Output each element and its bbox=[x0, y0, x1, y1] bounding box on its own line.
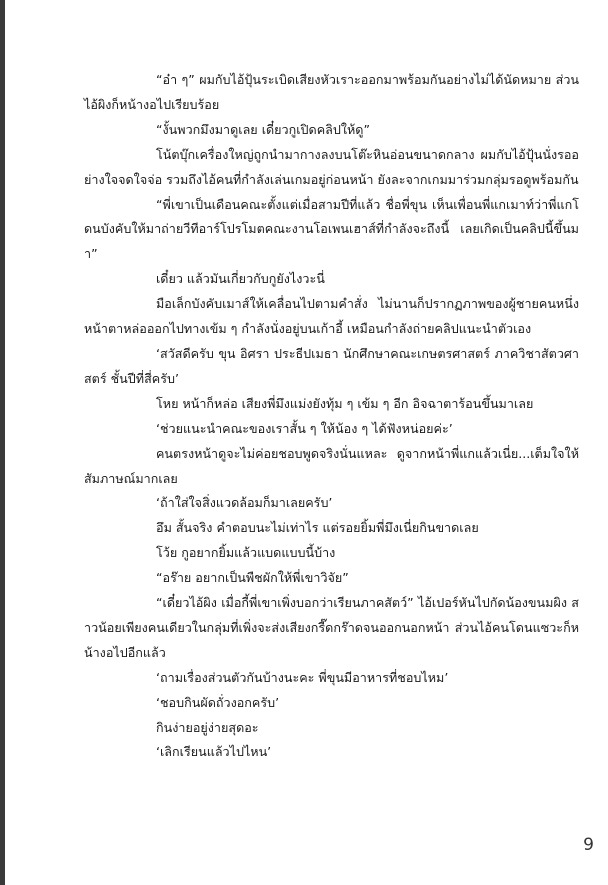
paragraph-3: โน้ตบุ๊กเครื่องใหญ่ถูกนำมากางลงบนโต๊ะหินอ่อนขนาดกลาง ผมกับไอ้ปุ้นนั่งรออย่างใจจดใจจ่อ รวมถึงไอ้คนที่กำลังเล่นเกมอยู่ก่อนหน้า ยังละจากเกมมาร่วมกลุ่มรอดูพร้อมกัน bbox=[84, 146, 579, 187]
paragraph-5: เดี๋ยว แล้วมันเกี่ยวกับกูยังไงวะนี่ bbox=[156, 271, 325, 287]
paragraph-1: “อ๋า ๆ” ผมกับไอ้ปุ้นระเบิดเสียงหัวเราะออกมาพร้อมกันอย่างไม่ได้นัดหมาย ส่วนไอ้ผิงก็หน้างอไปเรียบร้อย bbox=[84, 72, 579, 112]
paragraph-4: “พี่เขาเป็นเดือนคณะตั้งแต่เมื่อสามปีที่แล้ว ชื่อพี่ขุน เห็นเพื่อนพี่แกเมาท์ว่าพี่แกโดนบังคับให้มาถ่ายวีทีอาร์โปรโมตคณะงานโอเพนเฮาส์ที่กำลังจะถึงนี้ เลยเกิดเป็นคลิปนี้ขึ้นมา” bbox=[84, 196, 579, 262]
page-left-border bbox=[0, 0, 5, 885]
paragraph-8: โหย หน้าก็หล่อ เสียงพี่มึงแม่งยังทุ้ม ๆ เข้ม ๆ อีก อิจฉาตาร้อนขึ้นมาเลย bbox=[156, 395, 534, 411]
paragraph-15: “เดี๋ยวไอ้ผิง เมื่อกี้พี่เขาเพิ่งบอกว่าเรียนภาคสัตว์” ไอ้เปอร์หันไปกัดน้องขนมผิง สาวน้อยเพียงคนเดียวในกลุ่มที่เพิ่งจะส่งเสียงกรี๊ดกร๊าดจนออกนอกหน้า ส่วนไอ้คนโดนแซวะก็หน้างอไปอีกแล้ว bbox=[84, 595, 579, 660]
paragraph-2: “งั้นพวกมึงมาดูเลย เดี๋ยวกูเปิดคลิปให้ดู” bbox=[156, 121, 371, 137]
paragraph-11: ‘ถ้าใส่ใจสิ่งแวดล้อมก็มาเลยครับ’ bbox=[156, 495, 333, 511]
paragraph-18: กินง่ายอยู่ง่ายสุดอะ bbox=[156, 719, 259, 735]
paragraph-6: มือเล็กบังคับเมาส์ให้เคลื่อนไปตามคำสั่ง ไม่นานก็ปรากฏภาพของผู้ชายคนหนึ่ง หน้าตาหล่อออกไปทางเข้ม ๆ กำลังนั่งอยู่บนเก้าอี้ เหมือนกำลังถ่ายคลิปแนะนำตัวเอง bbox=[84, 296, 579, 337]
paragraph-13: โว้ย กูอยากยิ้มแล้วแบดแบบนี้บ้าง bbox=[156, 545, 336, 561]
document-page-body bbox=[84, 68, 579, 765]
paragraph-7: ‘สวัสดีครับ ขุน อิศรา ประธีปเมธา นักศึกษาคณะเกษตรศาสตร์ ภาควิชาสัตวศาสตร์ ชั้นปีที่สี่ครับ’ bbox=[84, 345, 579, 386]
paragraph-16: ‘ถามเรื่องส่วนตัวกันบ้างนะคะ พี่ขุนมีอาหารที่ชอบไหม’ bbox=[156, 669, 449, 685]
paragraph-14: “อร๊าย อยากเป็นพืชผักให้พี่เขาวิจัย” bbox=[156, 570, 349, 586]
paragraph-10: คนตรงหน้าดูจะไม่ค่อยชอบพูดจริงนั่นแหละ ดูจากหน้าพี่แกแล้วเนี่ย...เต็มใจให้สัมภาษณ์มากเลย bbox=[84, 445, 579, 486]
paragraph-9: ‘ช่วยแนะนำคณะของเราสั้น ๆ ให้น้อง ๆ ได้ฟังหน่อยค่ะ’ bbox=[156, 420, 453, 436]
page-number: 9 bbox=[583, 835, 594, 855]
paragraph-12: อึม สั้นจริง คำตอบนะไม่เท่าไร แต่รอยยิ้มพี่มึงเนี่ยกินขาดเลย bbox=[156, 520, 479, 536]
paragraph-17: ‘ชอบกินผัดถั่วงอกครับ’ bbox=[156, 694, 280, 710]
paragraph-19: ‘เลิกเรียนแล้วไปไหน’ bbox=[156, 744, 272, 760]
